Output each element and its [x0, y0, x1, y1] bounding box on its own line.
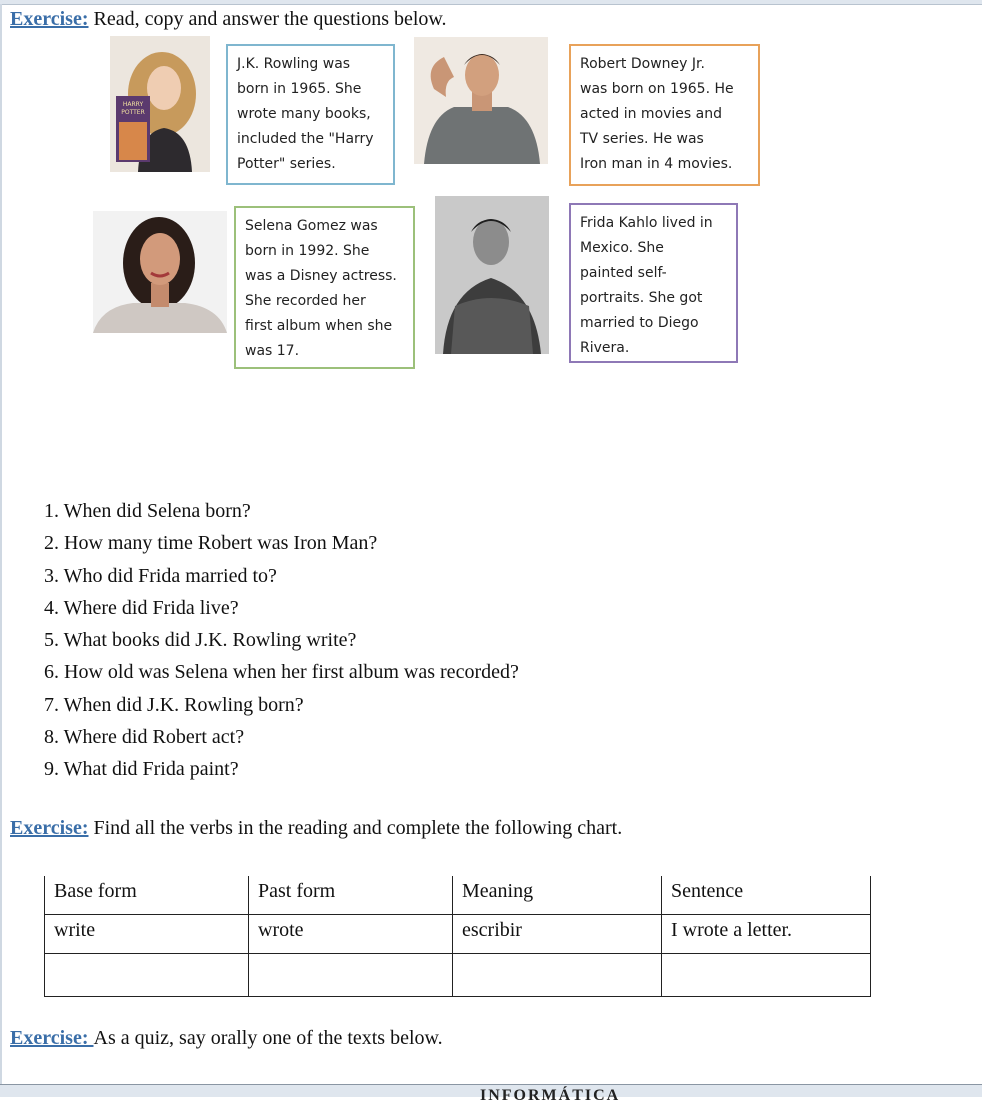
rowling-card-line: J.K. Rowling was [237, 56, 351, 72]
table-cell [249, 954, 453, 997]
exercise-1-text: Read, copy and answer the questions below. [88, 8, 447, 30]
table-row [45, 915, 871, 954]
gomez-card-line: She recorded her [245, 293, 366, 309]
table-header-row [45, 876, 871, 915]
header-meaning: Meaning [453, 876, 662, 915]
rowling-card-line: wrote many books, [237, 106, 371, 122]
header-past-form: Past form [249, 876, 453, 915]
table-cell [662, 954, 871, 997]
gomez-card-line: was 17. [245, 343, 300, 359]
gomez-card-line: first album when she [245, 318, 393, 334]
downey-card [569, 44, 760, 186]
table-cell: escribir [453, 915, 662, 954]
top-page-border [0, 0, 982, 5]
gomez-card [234, 206, 415, 369]
kahlo-card-line: painted self- [580, 265, 667, 281]
rowling-photo [110, 36, 210, 172]
kahlo-card-line: Mexico. She [580, 240, 664, 256]
exercise-3-text: As a quiz, say orally one of the texts below. [93, 1027, 443, 1049]
downey-photo [414, 37, 548, 164]
question-item: 1. When did Selena born? [44, 500, 251, 522]
question-item: 6. How old was Selena when her first album was recorded? [44, 661, 519, 684]
gomez-photo [93, 211, 227, 333]
exercise-2-heading [10, 817, 622, 840]
question-item: 4. Where did Frida live? [44, 596, 239, 619]
exercise-3-label: Exercise: [10, 1027, 94, 1049]
downey-card-line: was born on 1965. He [580, 81, 734, 97]
questions-list [44, 497, 519, 788]
table-cell [453, 954, 662, 997]
table-cell: write [45, 915, 249, 954]
exercise-2-label: Exercise: [10, 817, 89, 839]
gomez-card-line: was a Disney actress. [245, 268, 397, 284]
exercise-3-heading [10, 1027, 443, 1050]
downey-card-line: Iron man in 4 movies. [580, 156, 733, 172]
header-sentence: Sentence [662, 876, 871, 915]
book-cover-line-1: HARRY [122, 101, 144, 108]
rowling-card-line: included the "Harry [237, 131, 374, 147]
verb-chart-table [44, 876, 871, 997]
table-cell [45, 954, 249, 997]
exercise-2-text: Find all the verbs in the reading and complete the following chart. [88, 817, 623, 839]
question-item: 5. What books did J.K. Rowling write? [44, 629, 357, 652]
exercise-1-heading [10, 8, 447, 31]
gomez-card-line: Selena Gomez was [245, 218, 378, 234]
footer-section-title: INFORMÁTICA [480, 1087, 621, 1104]
question-item: 3. Who did Frida married to? [44, 564, 277, 587]
question-item: 7. When did J.K. Rowling born? [44, 693, 304, 716]
kahlo-card-line: married to Diego [580, 315, 699, 331]
downey-card-line: TV series. He was [580, 131, 704, 147]
kahlo-card-line: Frida Kahlo lived in [580, 215, 713, 231]
kahlo-card-line: portraits. She got [580, 290, 703, 306]
question-item: 9. What did Frida paint? [44, 758, 239, 781]
kahlo-photo [435, 196, 549, 354]
exercise-1-label: Exercise: [10, 8, 89, 30]
rowling-card-line: born in 1965. She [237, 81, 362, 97]
downey-card-line: acted in movies and [580, 106, 723, 122]
table-cell: I wrote a letter. [662, 915, 871, 954]
table-row [45, 954, 871, 997]
rowling-card-line: Potter" series. [237, 156, 336, 172]
kahlo-card [569, 203, 738, 363]
question-item: 2. How many time Robert was Iron Man? [44, 532, 378, 555]
gomez-card-line: born in 1992. She [245, 243, 370, 259]
left-page-border [0, 4, 2, 1086]
rowling-card [226, 44, 395, 185]
table-cell: wrote [249, 915, 453, 954]
kahlo-card-line: Rivera. [580, 340, 630, 356]
header-base-form: Base form [45, 876, 249, 915]
downey-card-line: Robert Downey Jr. [580, 56, 705, 72]
book-cover-line-2: POTTER [121, 109, 145, 116]
question-item: 8. Where did Robert act? [44, 726, 245, 749]
